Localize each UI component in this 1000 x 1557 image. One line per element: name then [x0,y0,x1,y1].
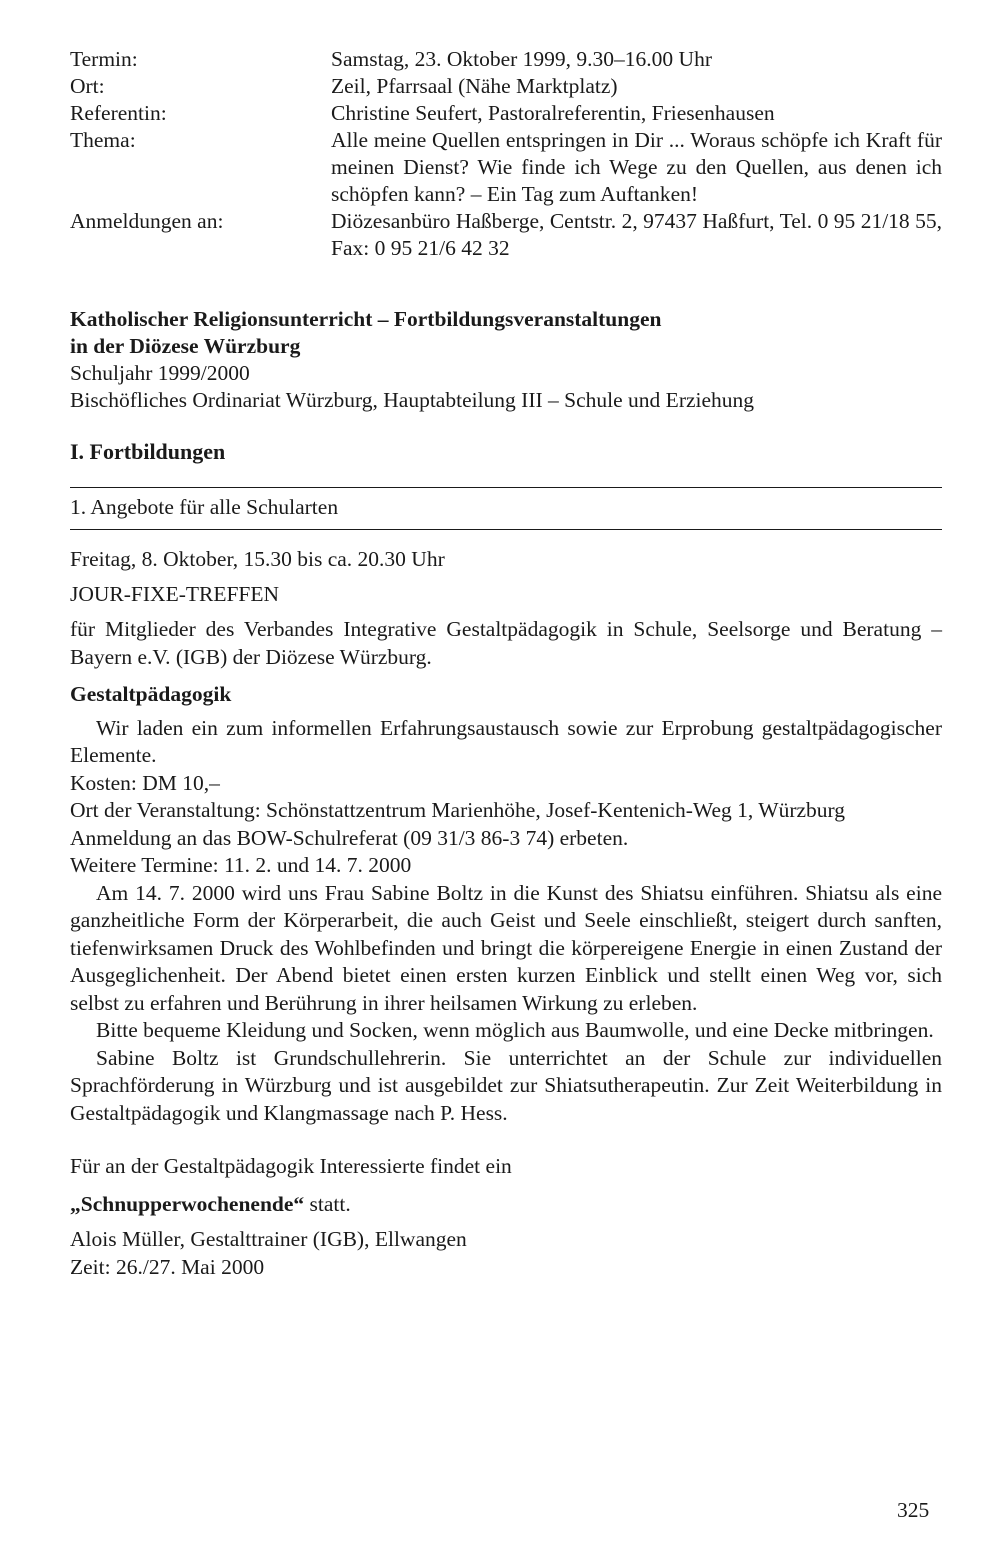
event-intro: Wir laden ein zum informellen Erfahrungsaustausch sowie zur Erprobung gestaltpädagogischer Elemente. [70,715,942,767]
event-bio: Sabine Boltz ist Grundschullehrerin. Sie unterrichtet an der Schule zur individuellen Sprachförderung in Würzburg und ist ausgebildet zur Shiatsutherapeutin. Zur Zeit Weiterbildung in Gestaltpädagogik und Klangmassage nach P. Hess. [70,1045,942,1125]
weekend-trainer: Alois Müller, Gestalttrainer (IGB), Ellwangen [70,1227,467,1251]
divider-bottom [70,529,942,530]
office-line: Bischöfliches Ordinariat Würzburg, Hauptabteilung III – Schule und Erziehung [70,388,755,412]
info-label-anmeldungen: Anmeldungen an: [70,209,224,233]
info-label-thema: Thema: [70,128,136,152]
weekend-title-line [70,1191,942,1219]
info-label-referentin: Referentin: [70,101,167,125]
weekend-title: „Schnupperwochenende“ [70,1191,305,1216]
category-title: 1. Angebote für alle Schularten [70,495,339,519]
divider-top [70,487,942,488]
event-topic: Gestaltpädagogik [70,682,232,706]
heading-line-2: in der Diözese Würzburg [70,334,301,358]
event-clothing: Bitte bequeme Kleidung und Socken, wenn möglich aus Baumwolle, und eine Decke mitbringen. [96,1018,934,1042]
info-value-ort: Zeil, Pfarrsaal (Nähe Marktplatz) [331,74,618,98]
event-shiatsu: Am 14. 7. 2000 wird uns Frau Sabine Boltz in die Kunst des Shiatsu einführen. Shiatsu als eine ganzheitliche Form der Körperarbeit, die auch Geist und Seele einschließt, steigert durch sanften, tiefenwirksamen Druck des Wohlbefinden und bringt die körpereigene Energie in einen Zustand der Ausgeglichenheit. Der Abend bietet einen ersten kurzen Einblick und stellt einen Weg vor, sich selbst zu erfahren und Berührung in ihrer heilsamen Wirkung zu erleben. [70,880,942,1015]
info-value-thema: Alle meine Quellen entspringen in Dir ... Woraus schöpfe ich Kraft für meinen Dienst? Wie finde ich Wege zu den Quellen, aus denen ich schöpfen kann? – Ein Tag zum Auftanken! [331,128,942,206]
event-date: Freitag, 8. Oktober, 15.30 bis ca. 20.30 Uhr [70,547,445,571]
event-info-table [70,46,942,262]
weekend-time: Zeit: 26./27. Mai 2000 [70,1254,265,1279]
info-value-termin: Samstag, 23. Oktober 1999, 9.30–16.00 Uhr [331,47,712,71]
page-number: 325 [897,1498,930,1522]
info-label-ort: Ort: [70,74,105,98]
info-label-termin: Termin: [70,47,138,71]
event-cost: Kosten: DM 10,– [70,770,220,795]
event-further-dates: Weitere Termine: 11. 2. und 14. 7. 2000 [70,853,412,877]
document-page [70,46,942,1281]
weekend-intro: Für an der Gestaltpädagogik Interessierte findet ein [70,1154,512,1178]
event-audience: für Mitglieder des Verbandes Integrative Gestaltpädagogik in Schule, Seelsorge und Beratung – Bayern e.V. (IGB) der Diözese Würzburg. [70,617,942,669]
section-title: I. Fortbildungen [70,439,226,464]
event-name: JOUR-FIXE-TREFFEN [70,581,280,606]
info-value-anmeldungen: Diözesanbüro Haßberge, Centstr. 2, 97437 Haßfurt, Tel. 0 95 21/18 55, Fax: 0 95 21/6 42 32 [331,209,942,260]
heading-line-1: Katholischer Religionsunterricht – Fortbildungsveranstaltungen [70,307,662,331]
document-heading [70,306,942,360]
school-year: Schuljahr 1999/2000 [70,361,250,385]
weekend-title-suffix: statt. [304,1191,351,1216]
event-registration: Anmeldung an das BOW-Schulreferat (09 31/3 86-3 74) erbeten. [70,825,629,850]
info-value-referentin: Christine Seufert, Pastoralreferentin, Friesenhausen [331,101,775,125]
event-location: Ort der Veranstaltung: Schönstattzentrum Marienhöhe, Josef-Kentenich-Weg 1, Würzburg [70,798,846,822]
